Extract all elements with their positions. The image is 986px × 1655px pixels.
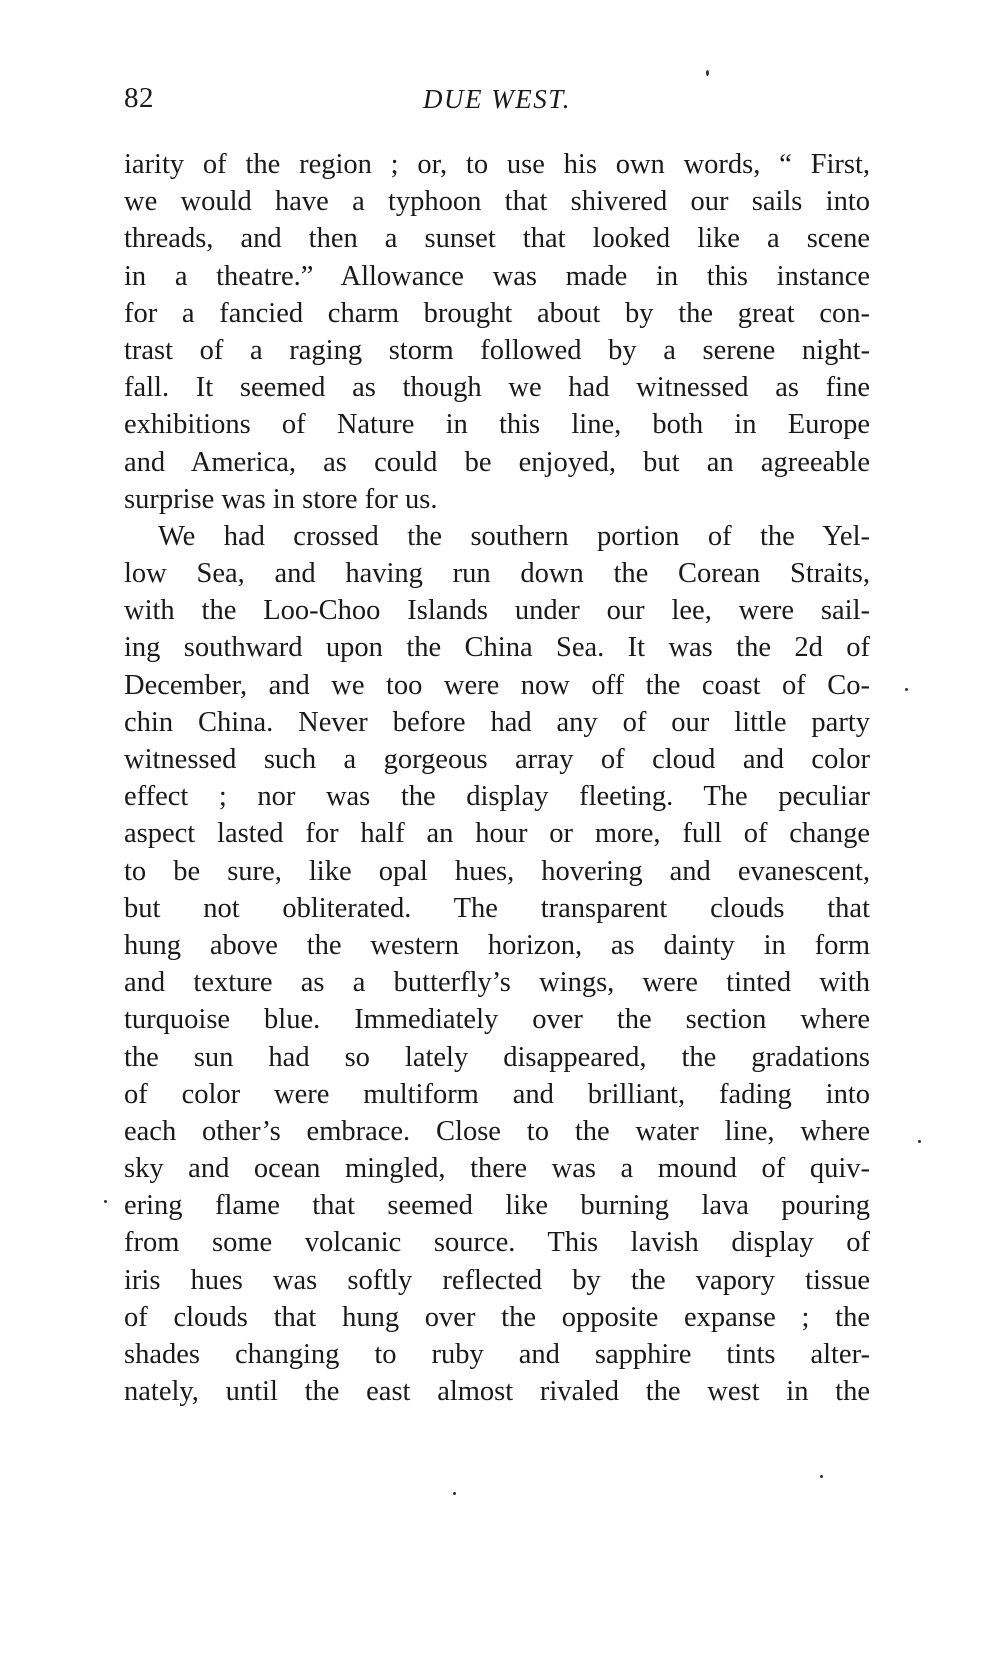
- text-line: effect ; nor was the display fleeting. The peculiar: [124, 781, 870, 813]
- text-line: iris hues was softly reflected by the vapory tissue: [124, 1264, 870, 1296]
- text-line: hung above the western horizon, as dainty in form: [124, 929, 870, 961]
- text-line: We had crossed the southern portion of the Yel-: [158, 520, 870, 552]
- scan-speck: [918, 1140, 921, 1143]
- text-line: iarity of the region ; or, to use his own words, “ First,: [124, 149, 870, 180]
- text-line: fall. It seemed as though we had witnessed as fine: [124, 372, 870, 404]
- scan-speck: [820, 1475, 823, 1478]
- text-line: trast of a raging storm followed by a serene night-: [124, 334, 870, 366]
- text-line: turquoise blue. Immediately over the section where: [124, 1004, 870, 1036]
- scan-speck: [453, 1492, 456, 1495]
- text-line: for a fancied charm brought about by the great con-: [124, 297, 870, 329]
- text-line: sky and ocean mingled, there was a mound of quiv-: [124, 1153, 870, 1185]
- page-header: [124, 82, 870, 126]
- text-line: threads, and then a sunset that looked like a scene: [124, 223, 870, 255]
- text-line: of color were multiform and brilliant, fading into: [124, 1078, 870, 1110]
- text-line: from some volcanic source. This lavish display of: [124, 1227, 870, 1259]
- scan-speck: [706, 70, 709, 76]
- text-line: chin China. Never before had any of our little party: [124, 706, 870, 738]
- text-line: exhibitions of Nature in this line, both in Europe: [124, 409, 870, 441]
- text-line: with the Loo-Choo Islands under our lee, were sail-: [124, 595, 870, 627]
- text-line: surprise was in store for us.: [124, 483, 438, 515]
- text-line: shades changing to ruby and sapphire tints alter-: [124, 1339, 870, 1370]
- scan-speck: [905, 688, 908, 691]
- text-line: ing southward upon the China Sea. It was the 2d of: [124, 632, 870, 664]
- running-head: DUE WEST.: [423, 84, 571, 114]
- text-line: in a theatre.” Allowance was made in this instance: [124, 260, 870, 292]
- text-line: the sun had so lately disappeared, the gradations: [124, 1041, 870, 1073]
- text-line: of clouds that hung over the opposite expanse ; the: [124, 1301, 870, 1333]
- paragraph-1: [124, 146, 870, 518]
- text-line: low Sea, and having run down the Corean Straits,: [124, 558, 870, 590]
- scan-speck: [104, 1200, 107, 1203]
- text-line: and America, as could be enjoyed, but an agreeable: [124, 446, 870, 478]
- text-line: witnessed such a gorgeous array of cloud and color: [124, 744, 870, 775]
- text-line: nately, until the east almost rivaled the west in the: [124, 1376, 870, 1408]
- text-line: but not obliterated. The transparent clouds that: [124, 892, 870, 924]
- text-line: December, and we too were now off the coast of Co-: [124, 669, 870, 701]
- text-line: we would have a typhoon that shivered our sails into: [124, 186, 870, 218]
- paragraph-2: [124, 518, 870, 1411]
- text-line: aspect lasted for half an hour or more, full of change: [124, 818, 870, 850]
- text-line: and texture as a butterfly’s wings, were tinted with: [124, 967, 870, 999]
- page-number: 82: [124, 82, 154, 114]
- text-line: each other’s embrace. Close to the water line, where: [124, 1115, 870, 1147]
- text-line: to be sure, like opal hues, hovering and evanescent,: [124, 855, 870, 887]
- text-line: ering flame that seemed like burning lava pouring: [124, 1190, 870, 1222]
- body-text: [124, 146, 870, 1410]
